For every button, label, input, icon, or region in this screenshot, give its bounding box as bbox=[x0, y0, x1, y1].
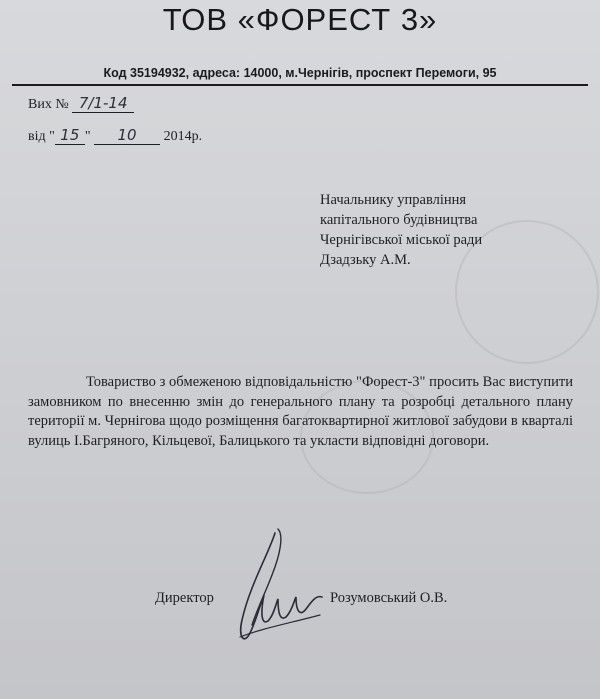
date-month: 10 bbox=[94, 126, 160, 145]
date-row: від " 15 " 10 2014р. bbox=[28, 126, 203, 144]
addressee-block bbox=[320, 190, 482, 270]
addressee-line: Начальнику управління bbox=[320, 192, 467, 208]
date-year: 2014р. bbox=[163, 129, 203, 144]
header-divider bbox=[12, 84, 588, 86]
signatory-name: Розумовський О.В. bbox=[330, 590, 448, 606]
date-day: 15 bbox=[55, 126, 85, 145]
outgoing-number-row bbox=[28, 94, 134, 113]
company-details: Код 35194932, адреса: 14000, м.Чернігів, проспект Перемоги, 95 bbox=[103, 66, 497, 80]
outgoing-number: 7/1-14 bbox=[72, 94, 134, 113]
handwritten-signature bbox=[220, 525, 330, 655]
signatory-position: Директор bbox=[155, 590, 214, 606]
company-name: ТОВ «ФОРЕСТ 3» bbox=[162, 2, 438, 37]
letter-body bbox=[28, 373, 573, 451]
addressee-line: капітального будівництва bbox=[320, 212, 478, 228]
outgoing-label: Вих № bbox=[28, 97, 69, 112]
addressee-line: Дзадзьку А.М. bbox=[320, 252, 411, 268]
date-label: від bbox=[28, 129, 46, 144]
addressee-line: Чернігівської міської ради bbox=[320, 232, 483, 248]
letter-body-text: Товариство з обмеженою відповідальністю "Форест-3" просить Вас виступити замовником по внесенню змін до генерального плану та розробці детального плану території м. Чернігова щодо розміщення багатоквартирної житлової забудови в кварталі вулиць І.Багряного, Кільцевої, Балицького та укласти відповідні договори. bbox=[28, 374, 573, 449]
